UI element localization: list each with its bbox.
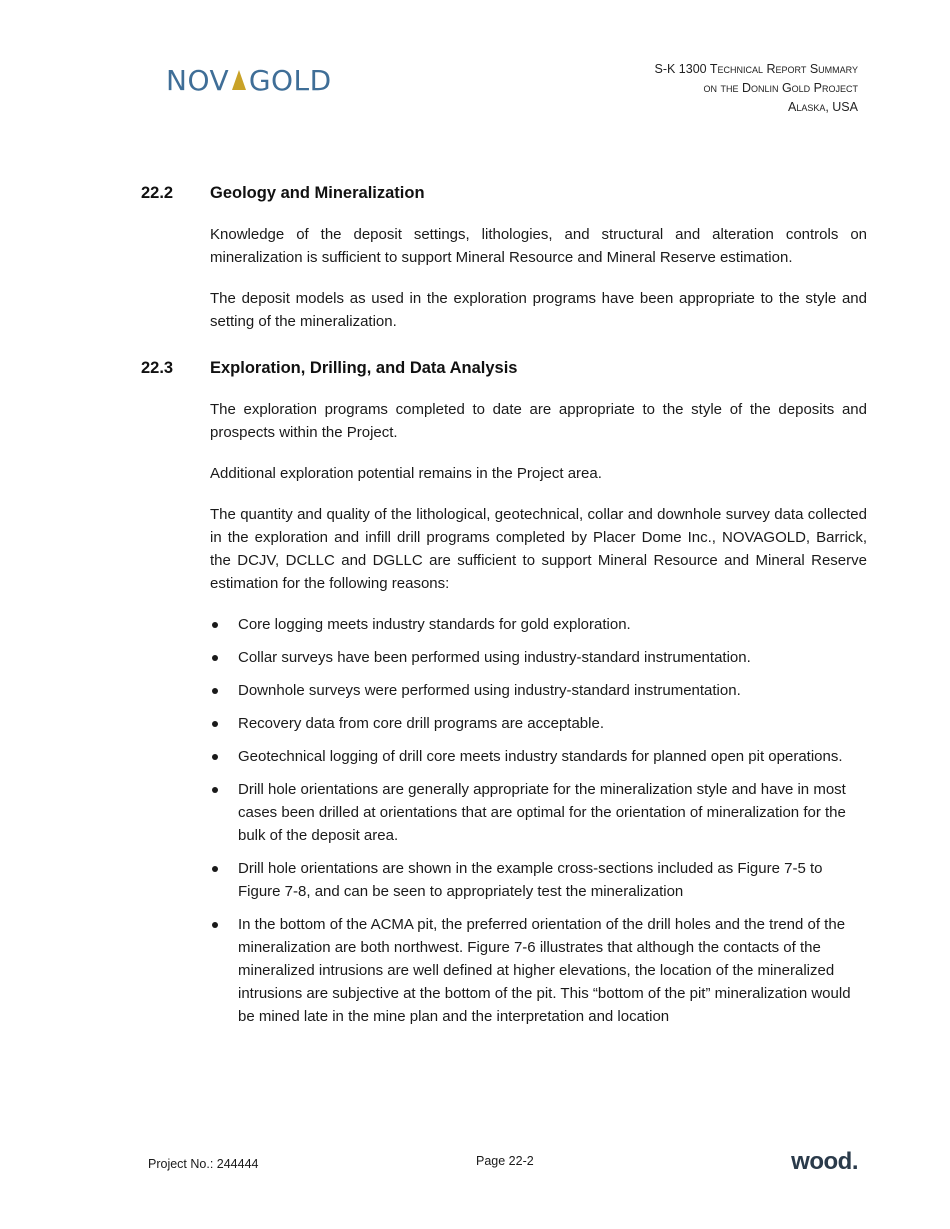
paragraph: The deposit models as used in the exploration programs have been appropriate to the style and setting of the mineralization.	[210, 290, 867, 330]
list-item	[210, 646, 867, 669]
list-item-text: Drill hole orientations are generally appropriate for the mineralization style and have in most cases been drilled at orientations that are optimal for the orientation of mineralization for the bulk of the deposit area.	[238, 781, 846, 844]
list-item-text: Geotechnical logging of drill core meets industry standards for planned open pit operations.	[238, 748, 843, 765]
document-body	[141, 184, 867, 1054]
section-heading	[141, 184, 867, 203]
logo-triangle-icon	[232, 70, 246, 90]
section-title: Exploration, Drilling, and Data Analysis	[210, 359, 518, 377]
report-title-line2: on the Donlin Gold Project	[703, 81, 858, 95]
logo-text-left: NOV	[166, 64, 230, 97]
list-item	[210, 913, 867, 1028]
list-item	[210, 679, 867, 702]
section-number: 22.3	[141, 359, 174, 377]
bullet-icon	[212, 721, 218, 727]
list-item-text: In the bottom of the ACMA pit, the preferred orientation of the drill holes and the trend of the mineralization are both northwest. Figure 7-6 illustrates that although the contacts of the mineralized intrusions are well defined at higher elevations, the location of the mineralized intrusions are subjective at the bottom of the pit. This “bottom of the pit” mineralization would be mined late in the mine plan and the interpretation and location	[238, 916, 851, 1025]
list-item	[210, 712, 867, 735]
report-header	[655, 60, 859, 117]
page-number: Page 22-2	[476, 1154, 534, 1168]
list-item	[210, 613, 867, 636]
bullet-icon	[212, 787, 218, 793]
list-item	[210, 745, 867, 768]
report-title-line1: S-K 1300 Technical Report Summary	[654, 62, 858, 76]
list-item-text: Collar surveys have been performed using industry-standard instrumentation.	[238, 649, 751, 666]
list-item-text: Drill hole orientations are shown in the example cross-sections included as Figure 7-5 to Figure 7-8, and can be seen to appropriately test the mineralization	[238, 860, 823, 900]
paragraph: Additional exploration potential remains in the Project area.	[210, 465, 602, 482]
paragraph: The quantity and quality of the lithological, geotechnical, collar and downhole survey data collected in the exploration and infill drill programs completed by Placer Dome Inc., NOVAGOLD, Barrick, the DCJV, DCLLC and DGLLC are sufficient to support Mineral Resource and Mineral Reserve estimation for the following reasons:	[210, 506, 867, 592]
section-22-3	[141, 359, 867, 1028]
bullet-icon	[212, 622, 218, 628]
paragraph: Knowledge of the deposit settings, lithologies, and structural and alteration controls on mineralization is sufficient to support Mineral Resource and Mineral Reserve estimation.	[210, 226, 867, 266]
wood-logo: wood.	[791, 1148, 858, 1175]
section-22-2	[141, 184, 867, 333]
project-number: Project No.: 244444	[148, 1157, 259, 1171]
list-item	[210, 857, 867, 903]
bullet-list	[210, 613, 867, 1028]
section-heading	[141, 359, 867, 378]
logo-a-mark	[229, 64, 249, 97]
list-item-text: Downhole surveys were performed using industry-standard instrumentation.	[238, 682, 741, 699]
bullet-icon	[212, 922, 218, 928]
list-item-text: Recovery data from core drill programs are acceptable.	[238, 715, 604, 732]
novagold-logo	[166, 64, 332, 97]
section-number: 22.2	[141, 184, 174, 202]
list-item	[210, 778, 867, 847]
bullet-icon	[212, 688, 218, 694]
logo-text-right: GOLD	[248, 64, 332, 97]
page-footer	[148, 1148, 858, 1178]
bullet-icon	[212, 866, 218, 872]
paragraph: The exploration programs completed to date are appropriate to the style of the deposits and prospects within the Project.	[210, 401, 867, 441]
list-item-text: Core logging meets industry standards for gold exploration.	[238, 616, 631, 633]
section-title: Geology and Mineralization	[210, 184, 425, 202]
bullet-icon	[212, 655, 218, 661]
bullet-icon	[212, 754, 218, 760]
report-title-line3: Alaska, USA	[787, 100, 858, 114]
